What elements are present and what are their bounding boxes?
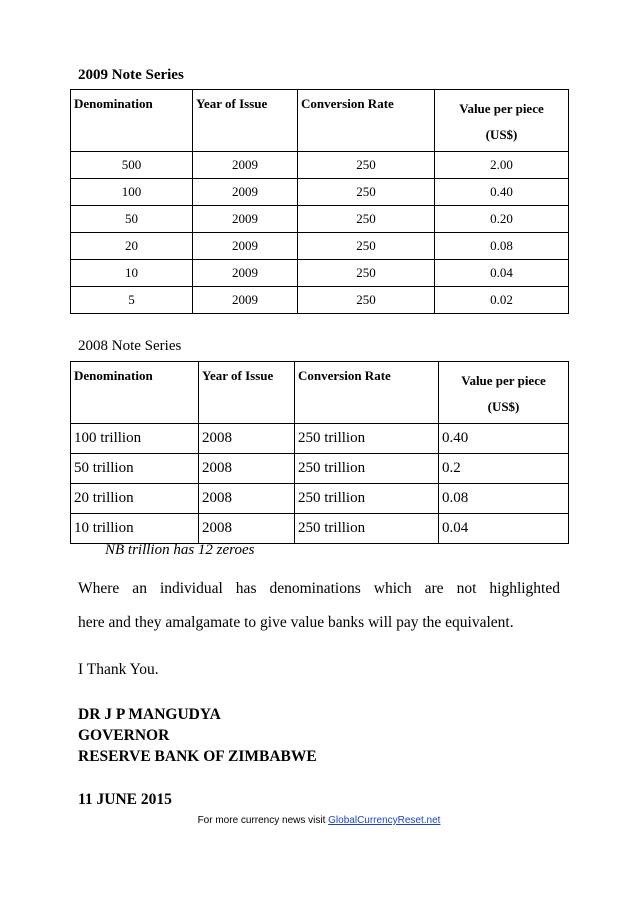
cell-rate: 250 trillion: [295, 514, 439, 544]
column-header-denomination: Denomination: [71, 362, 199, 424]
table-row: [71, 233, 569, 260]
table-header-row: [71, 90, 569, 152]
table-row: [71, 514, 569, 544]
cell-value: 0.08: [439, 484, 569, 514]
cell-rate: 250: [298, 152, 435, 179]
cell-value: 0.40: [439, 424, 569, 454]
column-header-year: Year of Issue: [199, 362, 295, 424]
cell-value: 0.04: [435, 260, 569, 287]
cell-rate: 250 trillion: [295, 424, 439, 454]
cell-value: 0.08: [435, 233, 569, 260]
table-row: [71, 484, 569, 514]
table-row: [71, 179, 569, 206]
cell-denomination: 5: [71, 287, 193, 314]
cell-denomination: 20: [71, 233, 193, 260]
cell-denomination: 100: [71, 179, 193, 206]
table-row: [71, 260, 569, 287]
cell-denomination: 10 trillion: [71, 514, 199, 544]
cell-value: 2.00: [435, 152, 569, 179]
cell-denomination: 10: [71, 260, 193, 287]
table-row: [71, 152, 569, 179]
table-row: [71, 424, 569, 454]
paragraph-line: here and they amalgamate to give value banks will pay the equivalent.: [78, 614, 514, 631]
cell-year: 2009: [193, 152, 298, 179]
cell-year: 2009: [193, 287, 298, 314]
column-header-year: Year of Issue: [193, 90, 298, 152]
cell-rate: 250: [298, 287, 435, 314]
cell-value: 0.20: [435, 206, 569, 233]
table-header-row: [71, 362, 569, 424]
signatory-position: GOVERNOR: [78, 727, 170, 744]
paragraph-line: Where an individual has denominations which are not highlighted: [78, 580, 560, 597]
column-header-denomination: Denomination: [71, 90, 193, 152]
cell-denomination: 100 trillion: [71, 424, 199, 454]
footer: [0, 815, 638, 826]
column-header-value-label: Value per piece: [459, 101, 544, 116]
footer-link[interactable]: GlobalCurrencyReset.net: [328, 815, 441, 826]
table-row: [71, 454, 569, 484]
column-header-conversion-rate: Conversion Rate: [298, 90, 435, 152]
series-2008-title: 2008 Note Series: [78, 338, 182, 354]
cell-year: 2009: [193, 233, 298, 260]
cell-denomination: 50 trillion: [71, 454, 199, 484]
trillion-note: NB trillion has 12 zeroes: [105, 542, 255, 558]
cell-rate: 250: [298, 233, 435, 260]
cell-denomination: 500: [71, 152, 193, 179]
column-header-value-unit: (US$): [485, 127, 518, 142]
document-date: 11 JUNE 2015: [78, 791, 172, 808]
cell-denomination: 50: [71, 206, 193, 233]
cell-year: 2008: [199, 454, 295, 484]
cell-rate: 250: [298, 179, 435, 206]
column-header-value: [439, 362, 569, 424]
body-paragraph: [78, 572, 560, 640]
cell-value: 0.02: [435, 287, 569, 314]
cell-rate: 250 trillion: [295, 484, 439, 514]
cell-year: 2009: [193, 260, 298, 287]
series-2009-title: 2009 Note Series: [78, 67, 184, 83]
column-header-value: [435, 90, 569, 152]
table-row: [71, 287, 569, 314]
cell-year: 2008: [199, 424, 295, 454]
footer-text: For more currency news visit: [197, 815, 329, 826]
cell-year: 2008: [199, 484, 295, 514]
table-row: [71, 206, 569, 233]
cell-rate: 250: [298, 260, 435, 287]
cell-value: 0.04: [439, 514, 569, 544]
column-header-conversion-rate: Conversion Rate: [295, 362, 439, 424]
signatory-organization: RESERVE BANK OF ZIMBABWE: [78, 748, 317, 765]
series-2008-table: [70, 361, 569, 544]
closing-thanks: I Thank You.: [78, 661, 159, 678]
cell-year: 2008: [199, 514, 295, 544]
cell-value: 0.2: [439, 454, 569, 484]
cell-year: 2009: [193, 179, 298, 206]
cell-rate: 250: [298, 206, 435, 233]
column-header-value-unit: (US$): [487, 399, 520, 414]
cell-year: 2009: [193, 206, 298, 233]
cell-denomination: 20 trillion: [71, 484, 199, 514]
signatory-name: DR J P MANGUDYA: [78, 706, 221, 723]
column-header-value-label: Value per piece: [461, 373, 546, 388]
cell-value: 0.40: [435, 179, 569, 206]
cell-rate: 250 trillion: [295, 454, 439, 484]
series-2009-table: [70, 89, 569, 314]
